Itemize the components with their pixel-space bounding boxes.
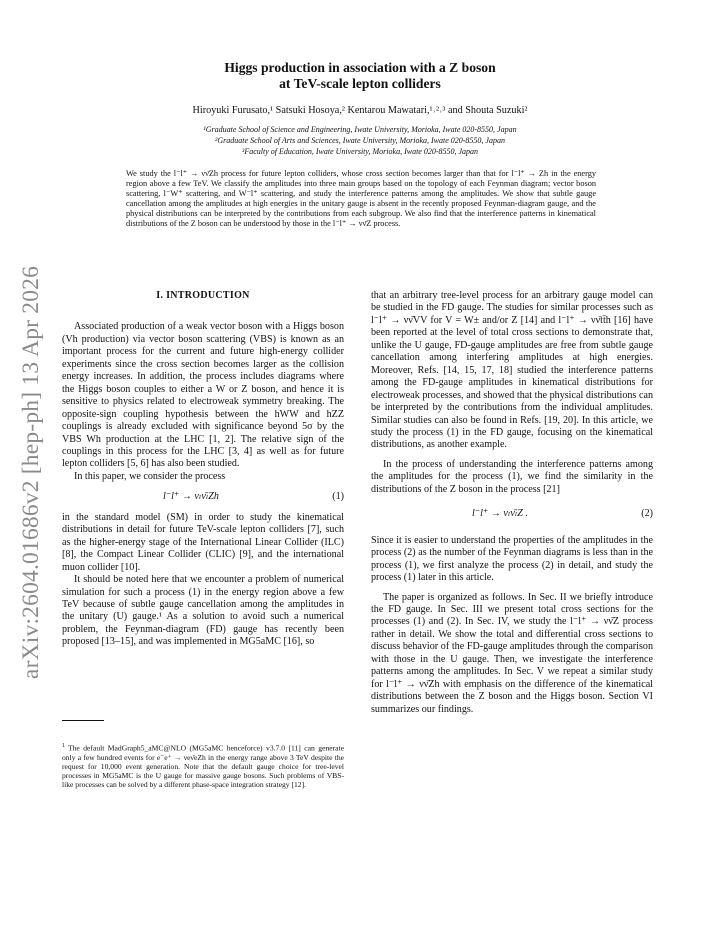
paragraph-2: In this paper, we consider the process <box>74 470 226 482</box>
title-line-2: at TeV-scale lepton colliders <box>279 76 441 91</box>
paragraph-1: Associated production of a weak vector boson with a Higgs boson (Vh production) via vector boson scattering (VBS) is known as an important process for the current and future high-energy collider experiments since the cross section becomes larger as the collision energy increases. In addition, the process includes diagrams where the Higgs boson couples to either a W or Z boson, and hence it is sensitive to physics related to electroweak symmetry breaking. The opposite-sign coupling hypothesis between the hWW and hZZ couplings is already excluded with significance beyond 5σ by the VBS Wh production at the LHC [1, 2]. The relative sign of the couplings in this process for the LHC [3, 4] as well as for future lepton colliders [5, 6] has also been studied. <box>62 321 344 470</box>
equation-1-body: l⁻l⁺ → νₗν̄ₗZh <box>163 491 219 503</box>
right-column <box>371 290 653 716</box>
affiliation-3: ³Faculty of Education, Iwate University, Morioka, Iwate 020-8550, Japan <box>241 147 479 156</box>
footnote-mark: 1 <box>62 743 65 749</box>
footnote <box>62 742 344 789</box>
title-line-1: Higgs production in association with a Z boson <box>224 60 496 75</box>
paragraph-6: In the process of understanding the interference patterns among the amplitudes for the process (1), we find the similarity in the distributions of the Z boson in the process [21] <box>371 458 653 495</box>
footnote-text: The default MadGraph5_aMC@NLO (MG5aMC henceforce) v3.7.0 [11] can generate only a few hundred events for e⁻e⁺ → νeν̄eZh in the energy range above 3 TeV despite the request for 10,000 event generation. Note that the default gauge choice for tree-level processes in MG5aMC is the U gauge for massive gauge bosons. Such problems of VBS-like processes can be solved by a different phase-space integration strategy [12]. <box>62 743 344 789</box>
paragraph-8: The paper is organized as follows. In Sec. II we briefly introduce the FD gauge. In Sec. III we present total cross sections for the processes (1) and (2). In Sec. IV, we study the l⁻l⁺ → νν̄Z process rather in detail. We show the total and differential cross sections to discuss behavior of the FD-gauge amplitudes through the comparison with those in the U gauge. Then, we investigate the interference patterns among the amplitudes. In Sec. V we repeat a similar study for l⁻l⁺ → νν̄Zh with emphasis on the difference of the kinematical distributions between the Z boson and the Higgs boson. Section VI summarizes our findings. <box>371 591 653 715</box>
paper-title <box>120 60 600 92</box>
paragraph-5: that an arbitrary tree-level process for an arbitrary gauge model can be studied in the FD gauge. The studies for similar processes such as l⁻l⁺ → νν̄VV for V = W± and/or Z [14] and l⁻l⁺ → νν̄tt̄h [16] have been reported at the level of total cross sections to demonstrate that, unlike the U gauge, FD-gauge amplitudes are free from subtle gauge cancellation among interfering amplitudes at high energies. Moreover, Refs. [14, 15, 17, 18] studied the interference patterns among the FD-gauge amplitudes in kinematical distributions for electroweak processes, and showed that the physical distributions can be interpreted by the contributions from the individual amplitudes. Similar studies can also be found in Refs. [19, 20]. In this article, we study the process (1) in the FD gauge, focusing on the kinematical distributions, as another example. <box>371 290 653 451</box>
author-list: Hiroyuki Furusato,¹ Satsuki Hosoya,² Kentarou Mawatari,¹˒²˒³ and Shouta Suzuki² <box>192 105 528 116</box>
equation-2 <box>371 508 653 520</box>
arxiv-identifier-text: arXiv:2604.01686v2 [hep-ph] 13 Apr 2026 <box>18 265 45 679</box>
equation-1-number: (1) <box>332 491 344 503</box>
footnote-rule <box>62 720 104 721</box>
affiliations <box>60 124 660 157</box>
arxiv-identifier <box>17 262 47 682</box>
paragraph-4: It should be noted here that we encounter a problem of numerical simulation for such a process (1) in the energy region above a few TeV because of subtle gauge cancellation among the amplitudes in the unitary (U) gauge.¹ As a solution to avoid such a numerical problem, the Feynman-diagram (FD) gauge has recently been proposed [13–15], and was implemented in MG5aMC [16], so <box>62 574 344 648</box>
equation-2-body: l⁻l⁺ → νₗν̄ₗZ . <box>472 508 528 520</box>
equation-1 <box>62 491 344 503</box>
section-heading-introduction: I. INTRODUCTION <box>156 290 250 301</box>
abstract: We study the l⁻l⁺ → νν̄Zh process for future lepton colliders, whose cross section becomes larger than that for l⁻l⁺ → Zh in the energy region above a few TeV. We classify the amplitudes into three main groups based on the topology of each Feynman diagram; vector boson scattering, l⁻W⁺ scattering, and W⁻l⁺ scattering, and study the interference patterns among the amplitudes. We show that subtle gauge cancellation among the amplitudes at high energies in the unitary gauge is absent in the recently proposed Feynman-diagram gauge, and the physical distributions can be interpreted by the contributions from each subgroup. We also find that the interference patterns in kinematical distributions of the Z boson can be understood by those in the l⁻l⁺ → νν̄Z process. <box>126 169 596 229</box>
paragraph-3: in the standard model (SM) in order to study the kinematical distributions in detail for future TeV-scale lepton colliders [7], such as the higher-energy stage of the International Linear Collider (ILC) [8], the Compact Linear Collider (CLIC) [9], and the international muon collider [10]. <box>62 511 344 573</box>
paragraph-7: Since it is easier to understand the properties of the amplitudes in the process (2) as the number of the Feynman diagrams is less than in the process (1), we first analyze the process (2) in detail, and study the process (1) later in this article. <box>371 534 653 584</box>
left-column <box>62 290 344 649</box>
affiliation-1: ¹Graduate School of Science and Engineering, Iwate University, Morioka, Iwate 020-8550, Japan <box>203 125 517 134</box>
affiliation-2: ²Graduate School of Arts and Sciences, Iwate University, Morioka, Iwate 020-8550, Japan <box>215 136 505 145</box>
equation-2-number: (2) <box>641 508 653 520</box>
